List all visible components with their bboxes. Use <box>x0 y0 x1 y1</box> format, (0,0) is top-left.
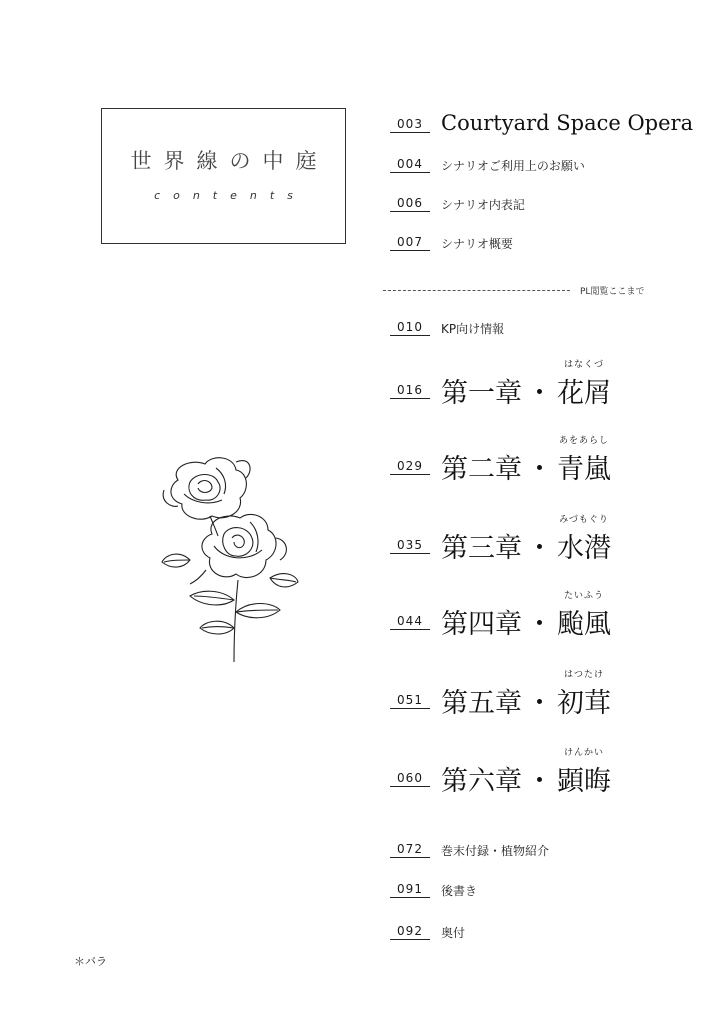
toc-title: 巻末付録・植物紹介 <box>441 844 550 858</box>
chapter-title <box>441 670 611 720</box>
page-number: 044 <box>390 614 430 630</box>
chapter-number: 第五章 <box>441 688 522 719</box>
chapter-ruby: はなくづ <box>563 360 604 370</box>
dashed-line <box>383 290 570 291</box>
toc-title: シナリオご利用上のお願い <box>441 159 585 173</box>
toc-title: 奥付 <box>441 926 466 940</box>
chapter-name-wrap <box>557 515 611 565</box>
book-subtitle: contents <box>154 189 306 202</box>
title-box <box>101 108 346 244</box>
page-number: 092 <box>390 924 430 940</box>
chapter-name-wrap <box>557 748 611 798</box>
illustration-caption: ＊バラ <box>74 955 107 968</box>
divider-label: PL閲覧ここまで <box>580 287 645 297</box>
page-number: 004 <box>390 157 430 173</box>
chapter-name-wrap <box>557 670 611 720</box>
chapter-number: 第四章 <box>441 609 522 640</box>
page-number: 029 <box>390 459 430 475</box>
page-number: 016 <box>390 383 430 399</box>
chapter-ruby: はつたけ <box>563 670 604 680</box>
separator: ・ <box>526 378 553 409</box>
chapter-title <box>441 591 611 641</box>
chapter-title <box>441 436 611 486</box>
page-number: 035 <box>390 538 430 554</box>
separator: ・ <box>526 609 553 640</box>
page-number: 006 <box>390 196 430 212</box>
separator: ・ <box>526 766 553 797</box>
chapter-number: 第二章 <box>441 454 522 485</box>
chapter-name: 初茸 <box>557 688 611 719</box>
page-number: 060 <box>390 771 430 787</box>
chapter-ruby: けんかい <box>563 748 604 758</box>
page-number: 072 <box>390 842 430 858</box>
chapter-ruby: あをあらし <box>558 436 609 446</box>
toc-title: 後書き <box>441 884 478 898</box>
chapter-title <box>441 748 611 798</box>
page-number: 091 <box>390 882 430 898</box>
chapter-number: 第六章 <box>441 766 522 797</box>
chapter-ruby: たいふう <box>563 591 604 601</box>
chapter-name: 花屑 <box>557 378 611 409</box>
chapter-ruby: みづもぐり <box>559 515 609 525</box>
page-number: 003 <box>390 117 430 133</box>
toc-title: Courtyard Space Opera <box>441 111 694 135</box>
chapter-name-wrap <box>557 591 611 641</box>
chapter-name-wrap <box>557 436 611 486</box>
chapter-title <box>441 515 611 565</box>
chapter-name: 青嵐 <box>557 454 611 485</box>
page-number: 010 <box>390 320 430 336</box>
toc-title: シナリオ概要 <box>441 237 513 251</box>
separator: ・ <box>526 454 553 485</box>
chapter-name: 水潜 <box>557 533 611 564</box>
chapter-number: 第三章 <box>441 533 522 564</box>
page-number: 007 <box>390 235 430 251</box>
book-title: 世界線の中庭 <box>130 149 329 173</box>
chapter-name: 颱風 <box>557 609 611 640</box>
separator: ・ <box>526 688 553 719</box>
page-number: 051 <box>390 693 430 709</box>
toc-title: シナリオ内表記 <box>441 198 525 212</box>
chapter-name-wrap <box>557 360 611 410</box>
chapter-number: 第一章 <box>441 378 522 409</box>
toc-title: KP向け情報 <box>441 322 505 336</box>
chapter-title <box>441 360 611 410</box>
rose-illustration-icon <box>150 450 310 670</box>
separator: ・ <box>526 533 553 564</box>
chapter-name: 顕晦 <box>557 766 611 797</box>
